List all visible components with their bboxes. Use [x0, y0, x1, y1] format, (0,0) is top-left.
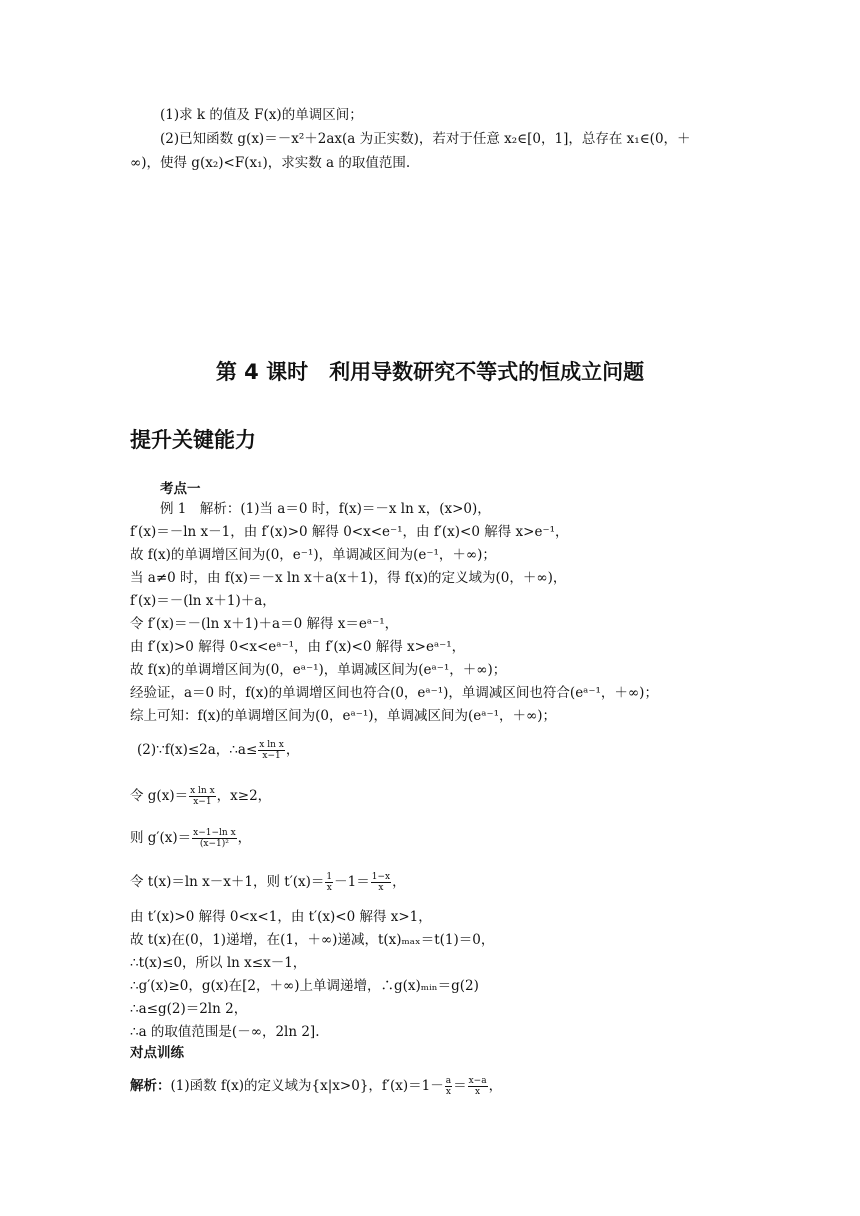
- fraction: $\frac{\text{x−1−ln x}}{\text{(x−1)²}}$: [193, 828, 236, 849]
- solution-line: f′(x)＝－(ln x＋1)＋a，: [130, 593, 276, 609]
- fraction: $\frac{\text{x ln x}}{x-1}$: [190, 786, 215, 807]
- solution-line: 当 a≠0 时，由 f(x)＝－x ln x＋a(x＋1)，得 f(x)的定义域为(0，＋∞)，: [130, 570, 567, 586]
- fraction: $\frac{a}{x}$: [445, 1076, 452, 1097]
- solution-line: 故 f(x)的单调增区间为(0，eᵃ⁻¹)，单调减区间为(eᵃ⁻¹，＋∞)；: [130, 662, 507, 678]
- problem-part1: (1)求 k 的值及 F(x)的单调区间；: [160, 107, 363, 123]
- solution-line: 例 1 解析：(1)当 a＝0 时，f(x)＝－x ln x，(x>0)，: [160, 501, 491, 517]
- kaodian-label: 考点一: [160, 481, 201, 497]
- solution-line: 由 t′(x)>0 解得 0<x<1，由 t′(x)<0 解得 x>1，: [130, 909, 432, 925]
- solution-line: 令 f′(x)＝－(ln x＋1)＋a＝0 解得 x＝eᵃ⁻¹，: [130, 616, 399, 632]
- problem-part2: (2)已知函数 g(x)＝－x²＋2ax(a 为正实数)，若对于任意 x₂∈[0，1]，总存在 x₁∈(0，＋: [160, 131, 691, 147]
- part2-line4: 令 t(x)＝ln x－x＋1，则 t′(x)＝ $\frac{1}{x}$ －1＝ $\frac{1-x}{x}$ ，: [130, 872, 406, 893]
- section-heading: 提升关键能力: [130, 428, 256, 452]
- solution-line: ∴a 的取值范围是(－∞，2ln 2].: [130, 1024, 320, 1040]
- problem-part2-cont: ∞)，使得 g(x₂)<F(x₁)，求实数 a 的取值范围.: [130, 155, 411, 171]
- solution-line: 由 f′(x)>0 解得 0<x<eᵃ⁻¹，由 f′(x)<0 解得 x>eᵃ⁻¹，: [130, 639, 466, 655]
- solution-line: ∴a≤g(2)＝2ln 2，: [130, 1001, 248, 1017]
- solution-line: ∴t(x)≤0，所以 ln x≤x－1，: [130, 955, 307, 971]
- practice-heading: 对点训练: [130, 1045, 184, 1061]
- solution-line: 综上可知：f(x)的单调增区间为(0，eᵃ⁻¹)，单调减区间为(eᵃ⁻¹，＋∞)；: [130, 708, 557, 724]
- part2-line2: 令 g(x)＝ $\frac{\text{x ln x}}{x-1}$ ，x≥2，: [130, 786, 272, 807]
- solution-line: 故 t(x)在(0，1)递增，在(1，＋∞)递减，t(x)ₘₐₓ＝t(1)＝0，: [130, 932, 495, 948]
- part2-line3: 则 g′(x)＝ $\frac{\text{x−1−ln x}}{\text{(x−1)²}}$ ，: [130, 828, 252, 849]
- fraction: $\frac{1}{x}$: [326, 872, 333, 893]
- fraction: $\frac{x-a}{x}$: [468, 1076, 487, 1097]
- solution-line: 故 f(x)的单调增区间为(0，e⁻¹)，单调减区间为(e⁻¹，＋∞)；: [130, 547, 496, 563]
- part2-line1: (2)∵f(x)≤2a，∴a≤ $\frac{\text{x ln x}}{x-1}$ ，: [137, 740, 300, 761]
- solution-line: 经验证，a＝0 时，f(x)的单调增区间也符合(0，eᵃ⁻¹)，单调减区间也符合(eᵃ⁻¹，＋∞)；: [130, 685, 658, 701]
- practice-line: 解析：(1)函数 f(x)的定义域为{x|x>0}，f′(x)＝1－ $\frac{a}{x}$ ＝ $\frac{x-a}{x}$ ，: [130, 1076, 503, 1097]
- fraction: $\frac{\text{x ln x}}{x-1}$: [259, 740, 284, 761]
- solution-line: f′(x)＝－ln x－1，由 f′(x)>0 解得 0<x<e⁻¹，由 f′(x)<0 解得 x>e⁻¹，: [130, 524, 569, 540]
- solution-line: ∴g′(x)≥0，g(x)在[2，＋∞)上单调递增，∴g(x)ₘᵢₙ＝g(2): [130, 978, 479, 994]
- fraction: $\frac{1-x}{x}$: [371, 872, 391, 893]
- lesson-title: 第 4 课时 利用导数研究不等式的恒成立问题: [215, 360, 645, 384]
